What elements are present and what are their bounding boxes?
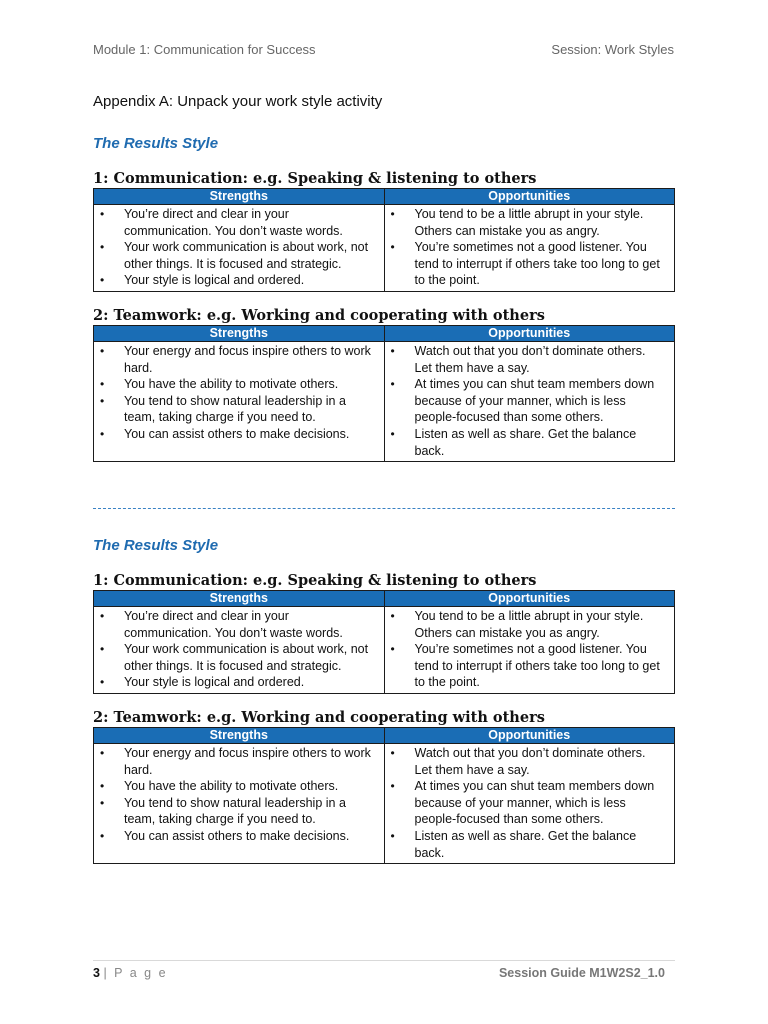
- strength-item: • You can assist others to make decisions.: [124, 828, 376, 845]
- section-heading: 1: Communication: e.g. Speaking & listening to others: [93, 572, 537, 589]
- opportunity-item: • Listen as well as share. Get the balance back.: [415, 426, 667, 459]
- strengths-cell: [94, 341, 385, 461]
- opportunity-item: • Watch out that you don’t dominate others. Let them have a say.: [415, 343, 667, 376]
- strengths-cell: [94, 607, 385, 694]
- strengths-opportunities-table: [93, 188, 675, 292]
- opportunities-cell: [384, 607, 675, 694]
- page-number: 3: [93, 966, 100, 980]
- strength-item: • Your work communication is about work, not other things. It is focused and strategic.: [124, 239, 376, 272]
- session-guide-id: Session Guide M1W2S2_1.0: [498, 966, 665, 980]
- page-number-label: [93, 966, 168, 980]
- strengths-header: Strengths: [94, 325, 385, 341]
- page-word: | P a g e: [103, 966, 168, 980]
- dashed-divider: [93, 508, 675, 509]
- strengths-opportunities-table: [93, 590, 675, 694]
- opportunity-item: • Listen as well as share. Get the balance back.: [415, 828, 667, 861]
- strength-item: • You’re direct and clear in your communication. You don’t waste words.: [124, 206, 376, 239]
- opportunities-header: Opportunities: [384, 591, 675, 607]
- strengths-header: Strengths: [94, 189, 385, 205]
- strength-item: • Your style is logical and ordered.: [124, 674, 376, 691]
- strengths-opportunities-table: [93, 325, 675, 462]
- opportunities-header: Opportunities: [384, 189, 675, 205]
- strengths-header: Strengths: [94, 727, 385, 743]
- section-heading: 2: Teamwork: e.g. Working and cooperating with others: [93, 708, 545, 726]
- opportunity-item: • You tend to be a little abrupt in your style. Others can mistake you as angry.: [415, 608, 667, 641]
- appendix-title: Appendix A: Unpack your work style activity: [93, 93, 383, 110]
- opportunity-item: • At times you can shut team members down because of your manner, which is less people-focused than some others.: [415, 778, 667, 828]
- strength-item: • You have the ability to motivate others.: [124, 376, 376, 393]
- section-heading: 2: Teamwork: e.g. Working and cooperating with others: [93, 306, 545, 324]
- section-heading: 1: Communication: e.g. Speaking & listening to others: [93, 170, 537, 187]
- strength-item: • You’re direct and clear in your communication. You don’t waste words.: [124, 608, 376, 641]
- opportunities-header: Opportunities: [384, 325, 675, 341]
- opportunity-item: • At times you can shut team members down because of your manner, which is less people-focused than some others.: [415, 376, 667, 426]
- style-block: [93, 135, 675, 462]
- opportunity-item: • Watch out that you don’t dominate others. Let them have a say.: [415, 745, 667, 778]
- module-title: Module 1: Communication for Success: [93, 42, 316, 57]
- session-title: Session: Work Styles: [551, 42, 674, 57]
- strengths-header: Strengths: [94, 591, 385, 607]
- strength-item: • You tend to show natural leadership in a team, taking charge if you need to.: [124, 795, 376, 828]
- strengths-cell: [94, 205, 385, 292]
- style-block: [93, 537, 675, 864]
- strength-item: • Your style is logical and ordered.: [124, 272, 376, 289]
- opportunities-cell: [384, 205, 675, 292]
- opportunity-item: • You tend to be a little abrupt in your style. Others can mistake you as angry.: [415, 206, 667, 239]
- opportunities-cell: [384, 743, 675, 863]
- strengths-opportunities-table: [93, 727, 675, 864]
- style-title: The Results Style: [93, 537, 219, 554]
- footer-rule: [93, 960, 675, 961]
- strength-item: • You can assist others to make decisions.: [124, 426, 376, 443]
- opportunities-cell: [384, 341, 675, 461]
- opportunity-item: • You’re sometimes not a good listener. You tend to interrupt if others take too long to get to the point.: [415, 641, 667, 691]
- strength-item: • Your energy and focus inspire others to work hard.: [124, 343, 376, 376]
- strength-item: • You have the ability to motivate others.: [124, 778, 376, 795]
- opportunities-header: Opportunities: [384, 727, 675, 743]
- strength-item: • Your work communication is about work, not other things. It is focused and strategic.: [124, 641, 376, 674]
- strength-item: • You tend to show natural leadership in a team, taking charge if you need to.: [124, 393, 376, 426]
- strength-item: • Your energy and focus inspire others to work hard.: [124, 745, 376, 778]
- style-title: The Results Style: [93, 135, 219, 152]
- strengths-cell: [94, 743, 385, 863]
- opportunity-item: • You’re sometimes not a good listener. You tend to interrupt if others take too long to get to the point.: [415, 239, 667, 289]
